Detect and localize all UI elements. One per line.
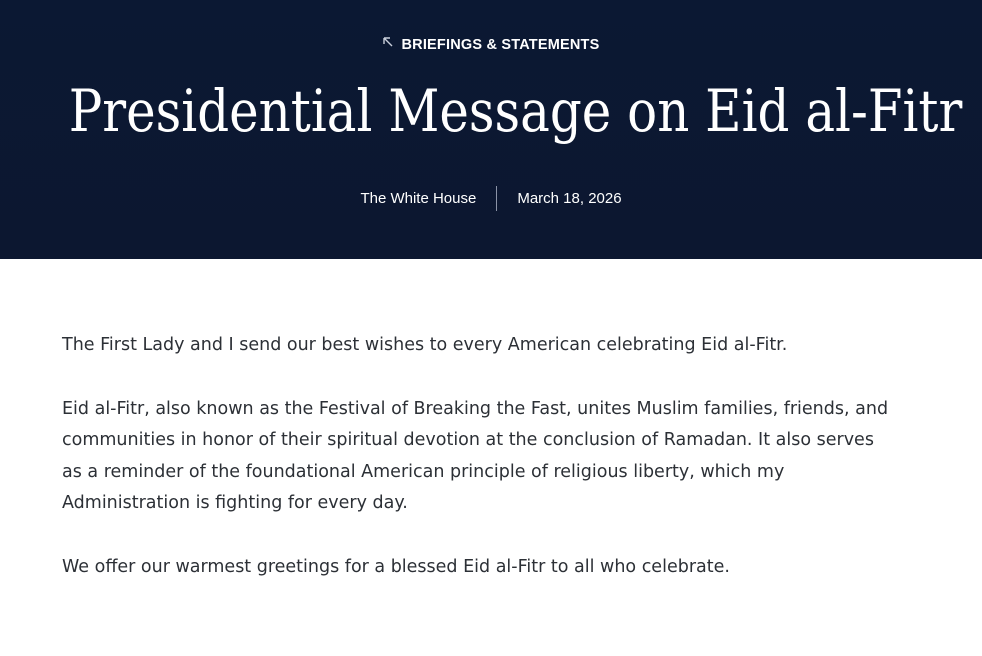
author-link[interactable]: The White House <box>360 190 477 207</box>
article-body <box>62 330 892 615</box>
body-paragraph: The First Lady and I send our best wishes to every American celebrating Eid al-Fitr. <box>62 335 788 355</box>
category-link[interactable] <box>0 36 982 53</box>
page-title: Presidential Message on Eid al-Fitr <box>68 77 963 145</box>
arrow-up-left-icon <box>382 36 394 48</box>
category-label: BRIEFINGS & STATEMENTS <box>401 37 600 53</box>
body-paragraph: We offer our warmest greetings for a blessed Eid al-Fitr to all who celebrate. <box>62 556 730 577</box>
body-paragraph: Eid al-Fitr, also known as the Festival of Breaking the Fast, unites Muslim families, friends, and communities in honor of their spiritual devotion at the conclusion of Ramadan. It also serves as a reminder of the foundational American principle of religious liberty, which my Administration is fighting for every day. <box>62 398 889 513</box>
article-header <box>0 0 982 259</box>
publish-date: March 18, 2026 <box>517 190 622 207</box>
article-meta <box>0 186 982 211</box>
